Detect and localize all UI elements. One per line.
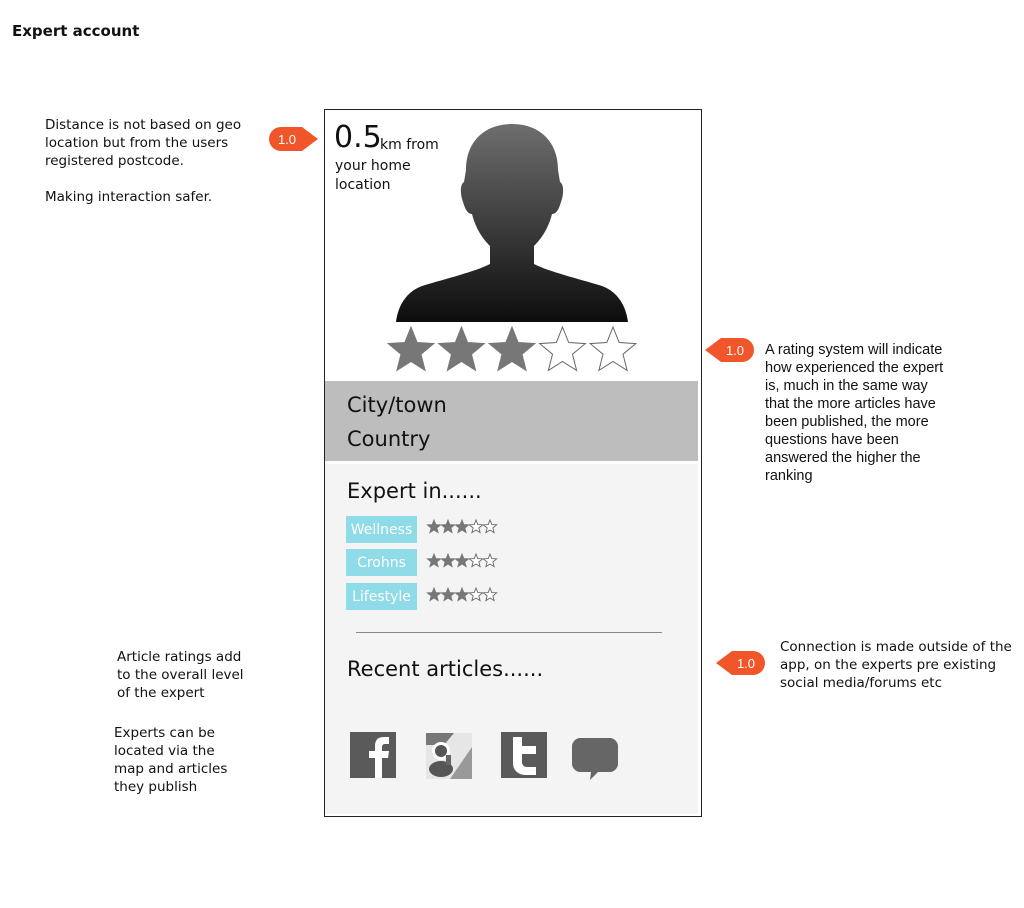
star-empty-icon [483,520,496,533]
tag-wellness[interactable]: Wellness [346,516,417,543]
star-filled-icon [427,588,440,601]
star-filled-icon [455,520,468,533]
distance-unit: km from [380,137,439,153]
version-badge-connection [714,650,766,676]
star-filled-icon [427,554,440,567]
version-badge-rating [703,337,755,363]
star-empty-icon [469,520,482,533]
star-filled-icon [441,520,454,533]
star-filled-icon [455,554,468,567]
google-plus-icon[interactable] [426,733,472,779]
twitter-icon[interactable] [501,732,547,778]
star-filled-icon [439,327,485,370]
star-empty-icon [483,588,496,601]
star-filled-icon [441,554,454,567]
star-filled-icon [489,327,535,370]
star-filled-icon [427,520,440,533]
distance-value: 0.5 [334,120,382,155]
avatar [394,122,630,322]
country-label: Country [347,427,431,451]
star-empty-icon [483,554,496,567]
lifestyle-rating [426,587,498,603]
divider [356,632,662,633]
expert-rating [384,324,640,374]
note-experts-located: Experts can be located via the map and articles they publish [114,725,228,795]
star-empty-icon [540,327,586,370]
recent-articles-heading: Recent articles...... [347,657,544,681]
version-badge-distance [268,126,320,152]
note-distance: Distance is not based on geo location but from the users registered postcode. [45,117,242,169]
city-label: City/town [347,393,447,417]
note-connection: Connection is made outside of the app, on the experts pre existing social media/forums etc [780,639,1012,691]
note-article-ratings: Article ratings add to the overall level of the expert [117,649,244,701]
page-title: Expert account [12,22,140,40]
note-rating: A rating system will indicate how experienced the expert is, much in the same way that the more articles have been published, the more questions have been answered the higher the ranking [765,342,944,484]
crohns-rating [426,553,498,569]
star-empty-icon [469,588,482,601]
badge-label: 1.0 [736,656,756,671]
badge-label: 1.0 [277,132,297,147]
wellness-rating [426,519,498,535]
star-empty-icon [469,554,482,567]
expert-in-heading: Expert in...... [347,479,482,503]
star-filled-icon [441,588,454,601]
tag-crohns[interactable]: Crohns [346,549,417,576]
note-safer: Making interaction safer. [45,189,213,205]
star-empty-icon [590,327,636,370]
badge-label: 1.0 [725,343,745,358]
star-filled-icon [388,327,434,370]
tag-lifestyle[interactable]: Lifestyle [346,583,417,610]
facebook-icon[interactable] [350,732,396,778]
chat-bubble-icon[interactable] [572,736,618,782]
star-filled-icon [455,588,468,601]
distance-description: your home location [335,158,411,193]
